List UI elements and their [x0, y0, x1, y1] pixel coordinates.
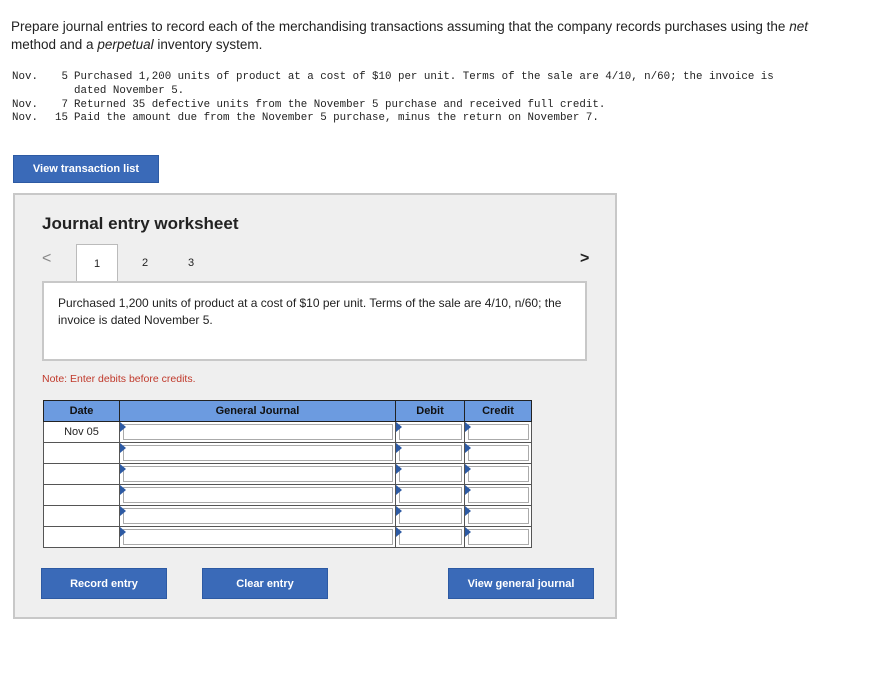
- date-cell[interactable]: Nov 05: [44, 422, 120, 443]
- debit-input-cell: [396, 443, 465, 464]
- credit-input-cell: [465, 506, 532, 527]
- table-row: [44, 527, 532, 548]
- debit-input-cell: [396, 485, 465, 506]
- debit-input-cell: [396, 422, 465, 443]
- account-input-cell: [120, 443, 396, 464]
- tab-3[interactable]: 3: [187, 257, 195, 269]
- header-general-journal: General Journal: [120, 401, 396, 422]
- view-transaction-list-button[interactable]: View transaction list: [13, 155, 159, 183]
- debit-input[interactable]: [399, 424, 462, 440]
- date-cell[interactable]: [44, 443, 120, 464]
- header-debit: Debit: [396, 401, 465, 422]
- account-input-cell: [120, 464, 396, 485]
- debit-input-cell: [396, 527, 465, 548]
- dropdown-flag-icon: [120, 464, 126, 474]
- record-entry-button[interactable]: Record entry: [41, 568, 167, 599]
- account-input-cell: [120, 527, 396, 548]
- account-input-cell: [120, 422, 396, 443]
- account-input[interactable]: [123, 445, 393, 461]
- credit-input-cell: [465, 527, 532, 548]
- transaction-day: 7: [61, 99, 68, 111]
- header-credit: Credit: [465, 401, 532, 422]
- date-cell[interactable]: [44, 464, 120, 485]
- instructions-text: Prepare journal entries to record each of the merchandising transactions assuming that the company records purchases using the: [11, 19, 786, 34]
- dropdown-flag-icon: [396, 527, 402, 537]
- credit-input[interactable]: [468, 529, 529, 545]
- view-general-journal-button[interactable]: View general journal: [448, 568, 594, 599]
- tab-1[interactable]: 1: [76, 244, 118, 282]
- transaction-text: Returned 35 defective units from the November 5 purchase and received full credit.: [74, 99, 606, 111]
- tab-2[interactable]: 2: [141, 257, 149, 269]
- next-arrow-icon[interactable]: >: [580, 250, 590, 267]
- dropdown-flag-icon: [465, 506, 471, 516]
- dropdown-flag-icon: [396, 443, 402, 453]
- debit-input-cell: [396, 464, 465, 485]
- table-row: [44, 464, 532, 485]
- credit-input-cell: [465, 485, 532, 506]
- dropdown-flag-icon: [465, 485, 471, 495]
- date-cell[interactable]: [44, 506, 120, 527]
- transaction-month: Nov.: [12, 99, 38, 111]
- account-input-cell: [120, 506, 396, 527]
- dropdown-flag-icon: [465, 422, 471, 432]
- clear-entry-button[interactable]: Clear entry: [202, 568, 328, 599]
- table-row: [44, 422, 532, 443]
- credit-input[interactable]: [468, 445, 529, 461]
- credit-input[interactable]: [468, 466, 529, 482]
- debit-input[interactable]: [399, 445, 462, 461]
- debit-input[interactable]: [399, 487, 462, 503]
- debit-input[interactable]: [399, 508, 462, 524]
- transaction-month: Nov.: [12, 112, 38, 124]
- debit-input[interactable]: [399, 529, 462, 545]
- credit-input-cell: [465, 464, 532, 485]
- dropdown-flag-icon: [120, 485, 126, 495]
- account-input[interactable]: [123, 466, 393, 482]
- credit-input[interactable]: [468, 508, 529, 524]
- dropdown-flag-icon: [396, 485, 402, 495]
- instructions: [11, 18, 871, 54]
- credit-input[interactable]: [468, 424, 529, 440]
- date-cell[interactable]: [44, 485, 120, 506]
- debit-input[interactable]: [399, 466, 462, 482]
- note: Note: Enter debits before credits.: [42, 373, 196, 385]
- dropdown-flag-icon: [120, 443, 126, 453]
- transaction-text: dated November 5.: [74, 85, 185, 97]
- journal-table: [43, 400, 532, 548]
- prev-arrow-icon[interactable]: <: [42, 250, 52, 267]
- instructions-text-3: inventory system.: [157, 37, 263, 52]
- transaction-day: 5: [61, 71, 68, 83]
- transaction-text: Purchased 1,200 units of product at a cost of $10 per unit. Terms of the sale are 4/10, n/60; the invoice is: [74, 71, 774, 83]
- date-cell[interactable]: [44, 527, 120, 548]
- credit-input-cell: [465, 443, 532, 464]
- dropdown-flag-icon: [465, 527, 471, 537]
- account-input[interactable]: [123, 508, 393, 524]
- header-date: Date: [44, 401, 120, 422]
- dropdown-flag-icon: [465, 443, 471, 453]
- table-row: [44, 485, 532, 506]
- account-input-cell: [120, 485, 396, 506]
- dropdown-flag-icon: [120, 422, 126, 432]
- account-input[interactable]: [123, 487, 393, 503]
- credit-input[interactable]: [468, 487, 529, 503]
- dropdown-flag-icon: [396, 506, 402, 516]
- instructions-text-2: method and a: [11, 37, 94, 52]
- credit-input-cell: [465, 422, 532, 443]
- debit-input-cell: [396, 506, 465, 527]
- dropdown-flag-icon: [120, 527, 126, 537]
- dropdown-flag-icon: [396, 464, 402, 474]
- transaction-description: Purchased 1,200 units of product at a cost of $10 per unit. Terms of the sale are 4/10, n/60; the invoice is dated November 5.: [42, 281, 587, 361]
- transaction-text: Paid the amount due from the November 5 purchase, minus the return on November 7.: [74, 112, 599, 124]
- transaction-month: Nov.: [12, 71, 38, 83]
- account-input[interactable]: [123, 424, 393, 440]
- account-input[interactable]: [123, 529, 393, 545]
- table-row: [44, 506, 532, 527]
- dropdown-flag-icon: [396, 422, 402, 432]
- table-row: [44, 443, 532, 464]
- dropdown-flag-icon: [465, 464, 471, 474]
- instructions-net: net: [789, 19, 808, 34]
- journal-entry-worksheet: [13, 193, 617, 619]
- worksheet-title: Journal entry worksheet: [42, 214, 239, 233]
- instructions-perpetual: perpetual: [97, 37, 154, 52]
- dropdown-flag-icon: [120, 506, 126, 516]
- transaction-day: 15: [55, 112, 68, 124]
